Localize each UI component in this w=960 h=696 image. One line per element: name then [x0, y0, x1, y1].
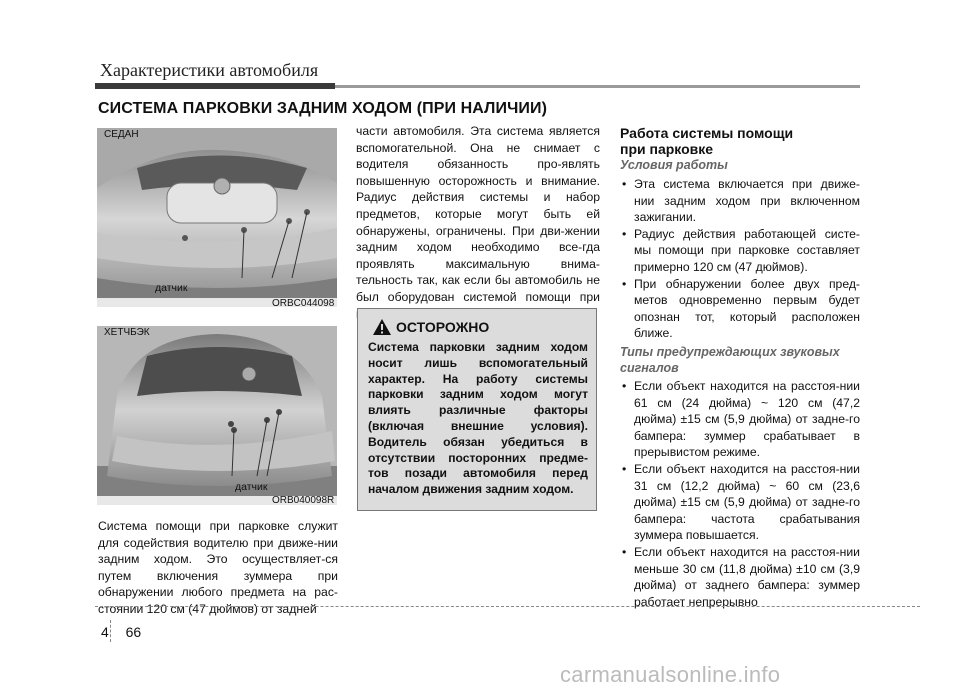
warning-triangle-icon — [372, 318, 392, 341]
figure-label: СЕДАН — [104, 129, 139, 140]
conditions-subheading: Условия работы — [620, 158, 728, 172]
sensor-label: датчик — [235, 481, 268, 493]
figure-code: ORB040098R — [272, 495, 335, 506]
subheading-line: Типы предупреждающих звуковых — [620, 345, 840, 359]
heading-line: при парковке — [620, 141, 714, 157]
figure-label: ХЕТЧБЭК — [104, 327, 150, 338]
section-title: СИСТЕМА ПАРКОВКИ ЗАДНИМ ХОДОМ (ПРИ НАЛИЧИИ) — [98, 100, 548, 117]
page-number — [101, 624, 141, 640]
operation-heading — [620, 125, 793, 157]
header-rule-dark — [95, 83, 335, 89]
watermark: carmanualsonline.info — [560, 662, 781, 687]
list-item: • Если объект находится на расстоя-нии 31 см (12,2 дюйма) ~ 60 см (23,6 дюйма) ±15 см (5,9 дюйма) от задне-го бампера: частота срабатывания зуммера повышается. — [620, 461, 860, 544]
intro-paragraph-continued: части автомобиля. Эта система является вспомогательной. Она не снимает с водителя обязанность про-являть повышенную осторожность и внимание. Радиус действия системы и набор предметов, которые могут быть ей обнаружены, ограничены. При дви-жении задним ходом необходимо все-гда проявлять максимальную внима-тельность так, как если бы автомобиль не был оборудован системой помощи при — [356, 124, 600, 304]
list-item: • При обнаружении более двух пред-метов одновременно первым будет опознан тот, который расположен ближе. — [620, 276, 860, 342]
intro-paragraph: Система помощи при парковке служит для содействия водителю при движе-нии задним ходом. Это осуществляет-ся путем включения зуммера при обнаружении любого предмета на рас-стоянии 120 см (47 дюймов) от задней — [98, 519, 338, 616]
figure-code: ORBC044098 — [272, 298, 335, 309]
list-item: • Эта система включается при движе-нии задним ходом при включенном зажигании. — [620, 176, 860, 226]
warning-title: ОСТОРОЖНО — [396, 319, 490, 335]
list-item: • Радиус действия работающей систе-мы помощи при парковке составляет примерно 120 см (47 дюймов). — [620, 226, 860, 276]
page-number-separator — [110, 620, 111, 642]
heading-line: Работа системы помощи — [620, 125, 794, 141]
list-item: • Если объект находится на расстоя-нии 61 см (24 дюйма) ~ 120 см (47,2 дюйма) ±15 см (5,9 дюйма) от задне-го бампера: зуммер срабатывает в прерывистом режиме. — [620, 378, 860, 461]
subheading-line: сигналов — [620, 361, 679, 375]
chapter-number: 4 — [101, 624, 109, 640]
sedan-photo — [97, 128, 337, 307]
page-number-value: 66 — [125, 624, 142, 640]
footer-rule — [95, 606, 920, 607]
warning-box — [357, 308, 597, 511]
list-item: • Если объект находится на расстоя-нии меньше 30 см (11,8 дюйма) ±10 см (3,9 дюйма) от заднего бампера: зуммер работает непрерывно — [620, 544, 860, 610]
sensor-label: датчик — [155, 282, 188, 294]
hatchback-photo — [97, 326, 337, 505]
running-header: Характеристики автомобиля — [100, 60, 319, 80]
warning-text: Система парковки задним ходом носит лишь вспомогательный характер. На работу системы парковки задним ходом могут влиять различные факторы (включая внешние условия). Водитель обязан убедиться в отсутствии посторонних предме-тов позади автомобиля перед началом движения задним ходом. — [368, 340, 588, 497]
signals-subheading — [620, 344, 840, 376]
signals-list — [620, 378, 860, 610]
header-rule-light — [335, 85, 860, 88]
conditions-list — [620, 176, 860, 342]
